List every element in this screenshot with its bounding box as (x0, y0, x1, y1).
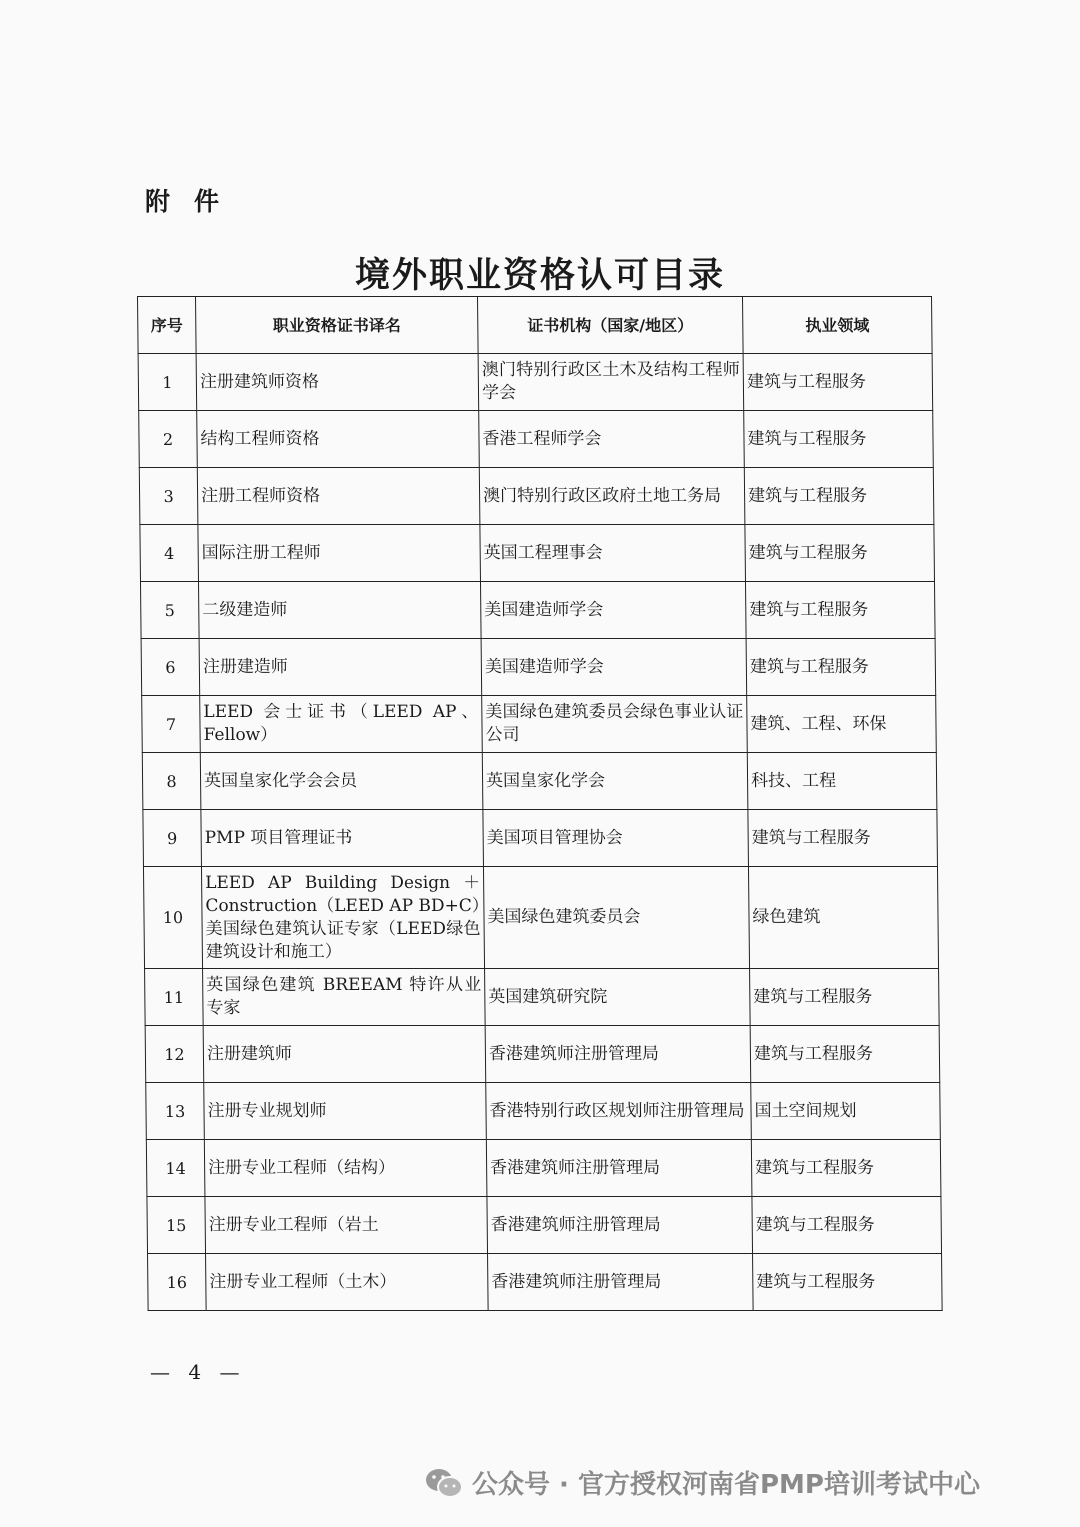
row-org: 香港建筑师注册管理局 (488, 1254, 754, 1311)
table-row (140, 525, 935, 582)
row-no: 9 (143, 810, 202, 867)
row-field: 绿色建筑 (748, 867, 938, 969)
watermark (424, 1464, 980, 1501)
row-no: 4 (140, 525, 199, 582)
row-org: 美国绿色建筑委员会 (483, 867, 749, 969)
table-row (142, 753, 937, 810)
header-org: 证书机构（国家/地区） (478, 297, 744, 354)
table-row (143, 867, 938, 969)
row-name: 结构工程师资格 (197, 411, 480, 468)
header-name: 职业资格证书译名 (196, 297, 479, 354)
row-no: 13 (146, 1083, 205, 1140)
header-no: 序号 (138, 297, 197, 354)
row-name: 注册专业工程师（结构） (204, 1140, 487, 1197)
row-field: 建筑与工程服务 (753, 1254, 943, 1311)
row-name: PMP 项目管理证书 (201, 810, 484, 867)
row-field: 建筑与工程服务 (743, 354, 933, 411)
row-no: 11 (145, 969, 204, 1026)
row-org: 香港工程师学会 (479, 411, 745, 468)
row-no: 12 (145, 1026, 204, 1083)
row-name: LEED AP Building Design ＋ Construction（LEED AP BD+C）美国绿色建筑认证专家（LEED绿色建筑设计和施工） (201, 867, 484, 969)
row-no: 10 (143, 867, 202, 969)
row-field: 建筑与工程服务 (745, 582, 935, 639)
row-org: 澳门特别行政区政府土地工务局 (479, 468, 745, 525)
row-no: 15 (147, 1197, 206, 1254)
row-field: 科技、工程 (747, 753, 937, 810)
table-row (139, 411, 934, 468)
row-name: 英国绿色建筑 BREEAM 特许从业专家 (203, 969, 486, 1026)
row-org: 香港建筑师注册管理局 (486, 1140, 752, 1197)
row-field: 建筑与工程服务 (748, 810, 938, 867)
row-field: 建筑与工程服务 (750, 969, 940, 1026)
row-no: 14 (146, 1140, 205, 1197)
row-name: 国际注册工程师 (198, 525, 481, 582)
row-name: 注册专业规划师 (204, 1083, 487, 1140)
row-org: 美国建造师学会 (480, 582, 746, 639)
row-no: 3 (139, 468, 198, 525)
row-no: 5 (140, 582, 199, 639)
table-row (140, 582, 935, 639)
table-row (146, 1140, 941, 1197)
row-field: 建筑与工程服务 (751, 1140, 941, 1197)
document-title: 境外职业资格认可目录 (354, 255, 725, 296)
table-row (143, 810, 938, 867)
row-name: 注册专业工程师（土木） (206, 1254, 489, 1311)
row-name: 英国皇家化学会会员 (200, 753, 483, 810)
row-no: 7 (142, 696, 201, 753)
qualification-table (137, 296, 943, 1311)
row-name: 注册建筑师资格 (196, 354, 479, 411)
row-field: 建筑与工程服务 (752, 1197, 942, 1254)
row-name: LEED 会士证书（LEED AP、Fellow） (200, 696, 483, 753)
row-org: 香港建筑师注册管理局 (487, 1197, 753, 1254)
row-name: 注册建筑师 (203, 1026, 486, 1083)
row-no: 2 (139, 411, 198, 468)
table-row (145, 1026, 940, 1083)
row-org: 英国建筑研究院 (485, 969, 751, 1026)
row-org: 美国绿色建筑委员会绿色事业认证公司 (482, 696, 748, 753)
row-field: 国土空间规划 (751, 1083, 941, 1140)
attachment-label: 附件 (145, 187, 244, 216)
header-field: 执业领域 (743, 297, 933, 354)
qualification-table-wrapper (137, 296, 943, 1311)
watermark-text: 公众号 · 官方授权河南省PMP培训考试中心 (472, 1470, 980, 1500)
row-field: 建筑、工程、环保 (747, 696, 937, 753)
row-org: 香港建筑师注册管理局 (485, 1026, 751, 1083)
row-org: 澳门特别行政区土木及结构工程师学会 (478, 354, 744, 411)
table-row (147, 1197, 942, 1254)
row-no: 16 (148, 1254, 207, 1311)
table-row (148, 1254, 943, 1311)
row-name: 二级建造师 (198, 582, 481, 639)
row-org: 英国工程理事会 (480, 525, 746, 582)
row-field: 建筑与工程服务 (746, 639, 936, 696)
row-name: 注册工程师资格 (197, 468, 480, 525)
row-field: 建筑与工程服务 (744, 468, 934, 525)
row-org: 美国建造师学会 (481, 639, 747, 696)
row-field: 建筑与工程服务 (744, 411, 934, 468)
table-row (139, 468, 934, 525)
row-name: 注册建造师 (199, 639, 482, 696)
wechat-icon (424, 1466, 464, 1500)
table-row (138, 354, 933, 411)
row-field: 建筑与工程服务 (750, 1026, 940, 1083)
table-row (142, 696, 937, 753)
table-header-row (138, 297, 933, 354)
page-number: — 4 — (150, 1360, 246, 1384)
row-name: 注册专业工程师（岩土 (205, 1197, 488, 1254)
row-org: 美国项目管理协会 (483, 810, 749, 867)
table-row (146, 1083, 941, 1140)
row-field: 建筑与工程服务 (745, 525, 935, 582)
row-org: 香港特别行政区规划师注册管理局 (486, 1083, 752, 1140)
table-row (141, 639, 936, 696)
row-no: 8 (142, 753, 201, 810)
row-org: 英国皇家化学会 (482, 753, 748, 810)
row-no: 1 (138, 354, 197, 411)
table-row (145, 969, 940, 1026)
row-no: 6 (141, 639, 200, 696)
